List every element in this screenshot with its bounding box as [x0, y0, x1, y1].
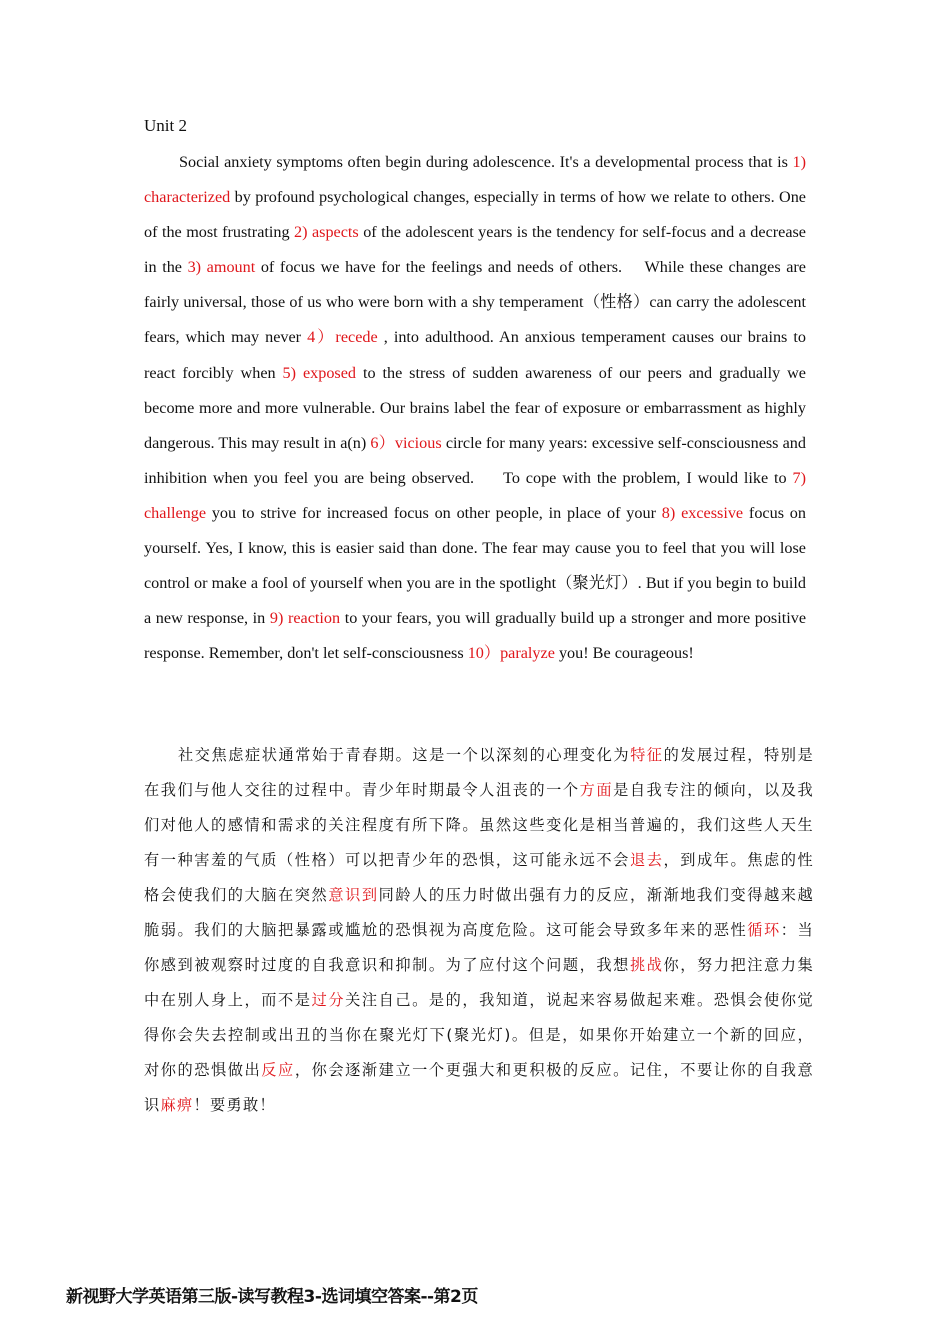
translation-text: 同龄人的压力时做出强有力的反应，渐渐地我们变得越来越脆弱。我们的大脑把暴露或尴尬的恐惧视为高度危险。这可能会导致多年来的恶性 — [144, 886, 814, 939]
translation-answer-9: 麻痹 — [160, 1096, 194, 1114]
unit-title: Unit 2 — [144, 116, 187, 135]
page-footer: 新视野大学英语第三版-读写教程3-选词填空答案--第2页 — [66, 1287, 478, 1307]
answer-5: 5) exposed — [282, 363, 357, 382]
translation-answer-8: 反应 — [261, 1061, 295, 1079]
translation-answer-4: 意识到 — [328, 886, 379, 904]
passage-text: of the adolescent years is the tendency for self-focus and a decrease in the — [144, 223, 806, 277]
passage-text: of focus we have for the feelings and needs of others. While these changes are fairly universal, those of us who were born with a shy temperament（性格）can carry the adolescent fears, which may never — [144, 258, 806, 347]
translation-answer-6: 挑战 — [629, 956, 664, 974]
translation-answer-1: 特征 — [630, 746, 664, 764]
answer-8: 8) excessive — [661, 503, 744, 522]
passage-text: focus on yourself. Yes, I know, this is easier said than done. The fear may cause you to feel that you will lose control or make a fool of yourself when you are in the spotlight（聚光灯）. But if you begin to build a new response, in — [144, 503, 806, 628]
passage-text: to your fears, you will gradually build up a stronger and more positive response. Remember, don't let self-consciousness — [144, 609, 807, 663]
answer-4: 4）recede — [307, 328, 378, 347]
translation-answer-2: 方面 — [579, 781, 614, 799]
translation-text: 你，努力把注意力集中在别人身上，而不是 — [144, 956, 814, 1009]
passage-text: to the stress of sudden awareness of our peers and gradually we become more and more vulnerable. Our brains label the fear of exposure or embarrassment as highly dangerous. This may result in a(n) — [144, 363, 806, 452]
answer-2: 2) aspects — [294, 223, 359, 242]
translation-text: ，到成年。焦虑的性格会使我们的大脑在突然 — [144, 851, 814, 904]
answer-7: 7) challenge — [144, 468, 806, 522]
translation-answer-7: 过分 — [311, 991, 346, 1009]
passage-text: Social anxiety symptoms often begin during adolescence. It's a developmental process that is — [179, 153, 793, 171]
passage-text: circle for many years: excessive self-consciousness and inhibition when you feel you are being observed. To cope with the problem, I would like to — [144, 433, 806, 487]
chinese-translation — [144, 738, 814, 1123]
answer-10: 10）paralyze — [467, 644, 555, 663]
passage-text: you to strive for increased focus on other people, in place of your — [206, 503, 662, 522]
answer-9: 9) reaction — [269, 609, 341, 628]
answer-3: 3) amount — [187, 258, 256, 277]
answer-6: 6）vicious — [370, 433, 442, 452]
passage-text: , into adulthood. An anxious temperament causes our brains to react forcibly when — [144, 328, 806, 382]
translation-answer-3: 退去 — [629, 851, 664, 869]
translation-text: 关注自己。是的，我知道，说起来容易做起来难。恐惧会使你觉得你会失去控制或出丑的当你在聚光灯下(聚光灯)。但是，如果你开始建立一个新的回应，对你的恐惧做出 — [144, 991, 815, 1079]
translation-text: ：当你感到被观察时过度的自我意识和抑制。为了应付这个问题，我想 — [144, 921, 814, 974]
translation-answer-5: 循环 — [747, 921, 781, 939]
passage-text: by profound psychological changes, especially in terms of how we relate to others. One of the most frustrating — [144, 188, 806, 242]
translation-text: ，你会逐渐建立一个更强大和更积极的反应。记住，不要让你的自我意识 — [144, 1061, 814, 1114]
translation-text: 是自我专注的倾向，以及我们对他人的感情和需求的关注程度有所下降。虽然这些变化是相当普遍的，我们这些人天生有一种害羞的气质（性格）可以把青少年的恐惧，这可能永远不会 — [144, 781, 814, 869]
english-passage — [144, 145, 806, 671]
translation-text: ！要勇敢！ — [193, 1096, 276, 1114]
translation-text: 社交焦虑症状通常始于青春期。这是一个以深刻的心理变化为 — [178, 746, 631, 764]
passage-text: you! Be courageous! — [554, 644, 694, 663]
translation-text: 的发展过程，特别是在我们与他人交往的过程中。青少年时期最令人沮丧的一个 — [144, 746, 814, 799]
answer-1: 1) characterized — [144, 153, 806, 207]
